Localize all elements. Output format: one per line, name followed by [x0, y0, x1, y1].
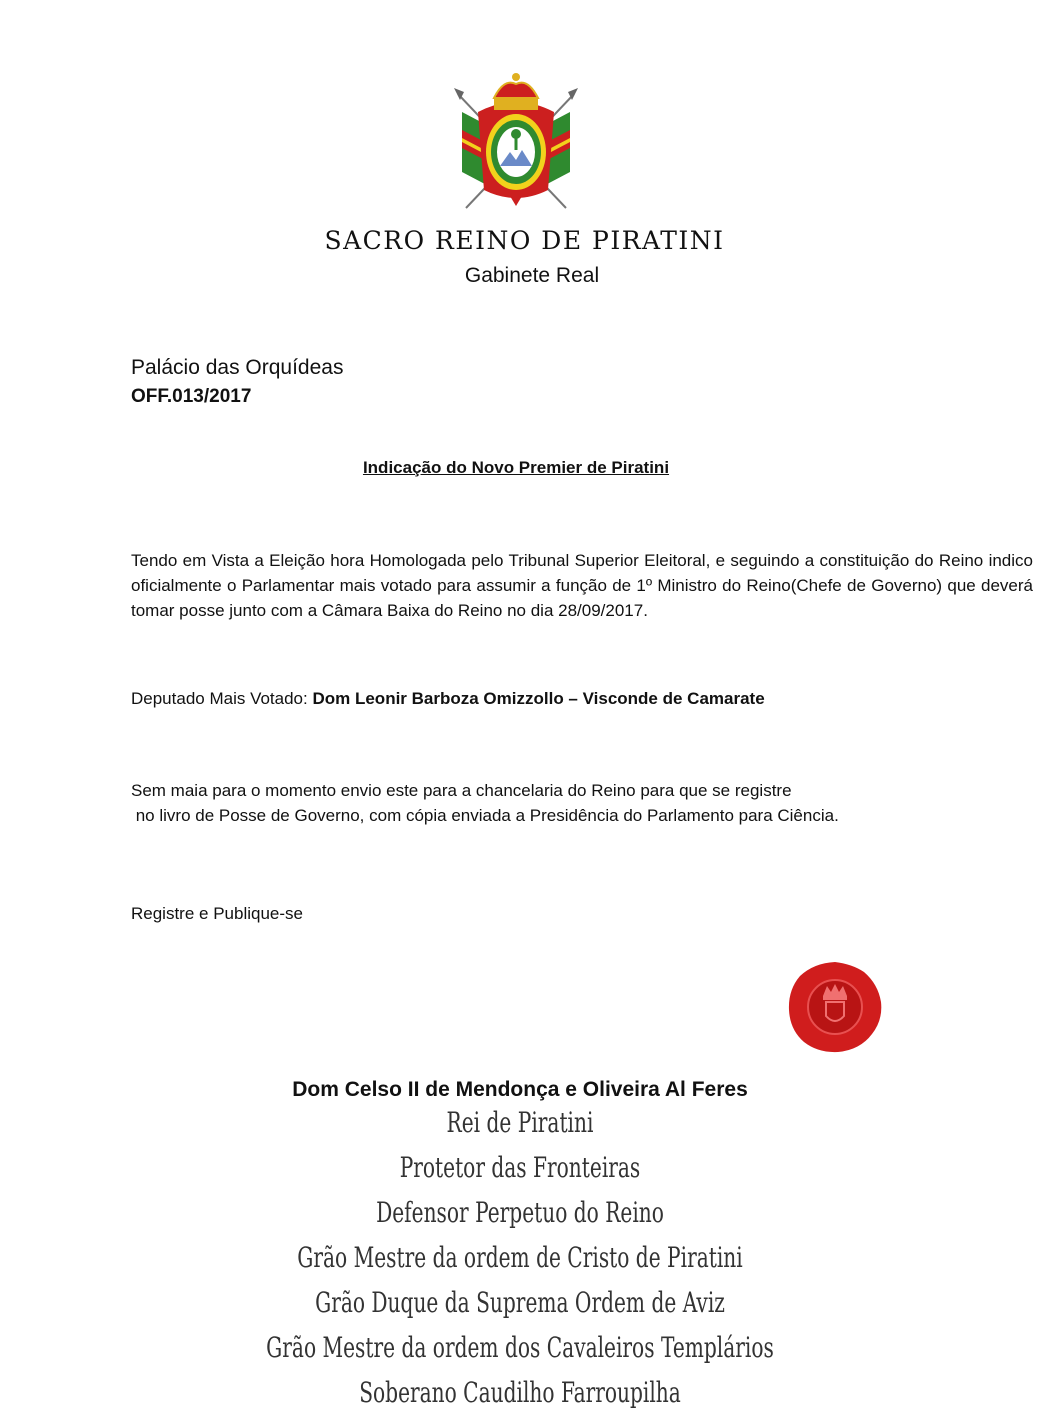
deputy-line [131, 689, 765, 709]
body-paragraph: Tendo em Vista a Eleição hora Homologada pelo Tribunal Superior Eleitoral, e seguindo a constituição do Reino indico oficialmente o Parlamentar mais votado para assumir a função de 1º Ministro do Reino(Chefe de Governo) que deverá tomar posse junto com a Câmara Baixa do Reino no dia 28/09/2017. [131, 551, 1033, 620]
signatory-title-3: Defensor Perpetuo do Reino [376, 1196, 664, 1229]
signatory-title-1: Rei de Piratini [446, 1106, 594, 1139]
signatory-title-4: Grão Mestre da ordem de Cristo de Piratini [297, 1241, 743, 1274]
signatory-title-2: Protetor das Fronteiras [399, 1151, 641, 1184]
document-reference: OFF.013/2017 [131, 386, 252, 407]
palace-name: Palácio das Orquídeas [131, 356, 344, 379]
deputy-label: Deputado Mais Votado: [131, 689, 313, 708]
closing-line-1: Sem maia para o momento envio este para a chancelaria do Reino para que se registre [131, 781, 792, 800]
signatory-title-7: Soberano Caudilho Farroupilha [359, 1376, 681, 1409]
signatory-name: Dom Celso II de Mendonça e Oliveira Al Feres [292, 1078, 748, 1101]
publish-line: Registre e Publique-se [131, 904, 303, 923]
cabinet-name: Gabinete Real [464, 264, 600, 287]
closing-line-2: no livro de Posse de Governo, com cópia enviada a Presidência do Parlamento para Ciência. [131, 806, 839, 825]
coat-of-arms-icon [448, 72, 584, 212]
signatory-title-6: Grão Mestre da ordem dos Cavaleiros Templários [266, 1331, 774, 1364]
deputy-name: Dom Leonir Barboza Omizzollo – Visconde de Camarate [312, 689, 765, 708]
signatory-title-5: Grão Duque da Suprema Ordem de Aviz [315, 1286, 725, 1319]
closing-paragraph [131, 778, 839, 828]
wax-seal-icon [786, 960, 884, 1054]
kingdom-name: SACRO REINO DE PIRATINI [324, 226, 725, 255]
document-subject: Indicação do Novo Premier de Piratini [362, 458, 670, 477]
